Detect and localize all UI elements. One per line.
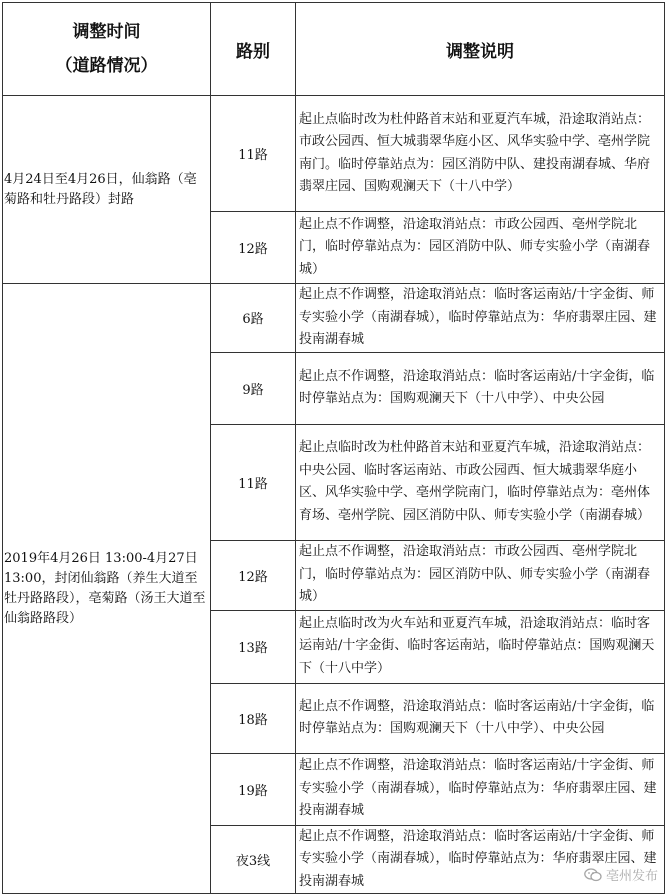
route-cell: 12路	[211, 212, 296, 284]
route-cell: 11路	[211, 96, 296, 212]
desc-cell: 起止点临时改为杜仲路首末站和亚夏汽车城，沿途取消站点：市政公园西、恒大城翡翠华庭小区、风华实验中学、亳州学院南门。临时停靠站点为：园区消防中队、建投南湖春城、华府翡翠庄园、国购观澜天下（十八中学）	[296, 96, 665, 212]
header-desc: 调整说明	[296, 3, 665, 96]
wechat-icon	[584, 868, 602, 882]
route-cell: 9路	[211, 352, 296, 424]
desc-cell: 起止点不作调整，沿途取消站点：临时客运南站/十字金街、师专实验小学（南湖春城），临时停靠站点为：华府翡翠庄园、建投南湖春城	[296, 284, 665, 353]
period-cell: 2019年4月26日 13:00-4月27日 13:00，封闭仙翁路（养生大道至牡丹路路段），亳菊路（汤王大道至仙翁路路段）	[3, 284, 211, 894]
route-cell: 11路	[211, 424, 296, 540]
route-cell: 18路	[211, 683, 296, 753]
desc-cell: 起止点不作调整，沿途取消站点：临时客运南站/十字金街、师专实验小学（南湖春城），临时停靠站点为：华府翡翠庄园、建投南湖春城	[296, 753, 665, 825]
table-row	[3, 284, 665, 353]
table-row	[3, 96, 665, 212]
desc-cell: 起止点不作调整，沿途取消站点：临时客运南站/十字金街，临时停靠站点为：国购观澜天下（十八中学）、中央公园	[296, 352, 665, 424]
header-period-line2: （道路情况）	[55, 56, 158, 76]
header-period	[3, 3, 211, 96]
desc-cell: 起止点临时改为杜仲路首末站和亚夏汽车城，沿途取消站点：中央公园、临时客运南站、市政公园西、恒大城翡翠华庭小区、风华实验中学、亳州学院南门，临时停靠站点为：亳州体育场、亳州学院、园区消防中队、师专实验小学（南湖春城）	[296, 424, 665, 540]
route-cell: 夜3线	[211, 825, 296, 894]
watermark-text: 亳州发布	[605, 869, 658, 884]
desc-cell: 起止点不作调整，沿途取消站点：临时客运南站/十字金街，临时停靠站点为：国购观澜天下（十八中学）、中央公园	[296, 683, 665, 753]
header-route: 路别	[211, 3, 296, 96]
route-cell: 6路	[211, 284, 296, 353]
watermark	[584, 865, 658, 884]
header-period-line1: 调整时间	[72, 22, 141, 42]
route-cell: 12路	[211, 540, 296, 610]
route-adjustment-table	[2, 2, 665, 894]
desc-cell: 起止点不作调整，沿途取消站点：市政公园西、亳州学院北门，临时停靠站点为：园区消防中队、师专实验小学（南湖春城）	[296, 540, 665, 610]
header-row	[3, 3, 665, 96]
period-cell: 4月24日至4月26日，仙翁路（亳菊路和牡丹路段）封路	[3, 96, 211, 284]
route-cell: 19路	[211, 753, 296, 825]
route-cell: 13路	[211, 610, 296, 683]
desc-cell: 起止点不作调整，沿途取消站点：市政公园西、亳州学院北门，临时停靠站点为：园区消防中队、师专实验小学（南湖春城）	[296, 212, 665, 284]
desc-cell: 起止点不作调整，沿途取消站点：临时客运南站/十字金街、师专实验小学（南湖春城），临时停靠站点为：华府翡翠庄园、建投南湖春城	[296, 825, 665, 894]
desc-cell: 起止点临时改为火车站和亚夏汽车城，沿途取消站点：临时客运南站/十字金街、临时客运南站，临时停靠站点：国购观澜天下（十八中学）	[296, 610, 665, 683]
